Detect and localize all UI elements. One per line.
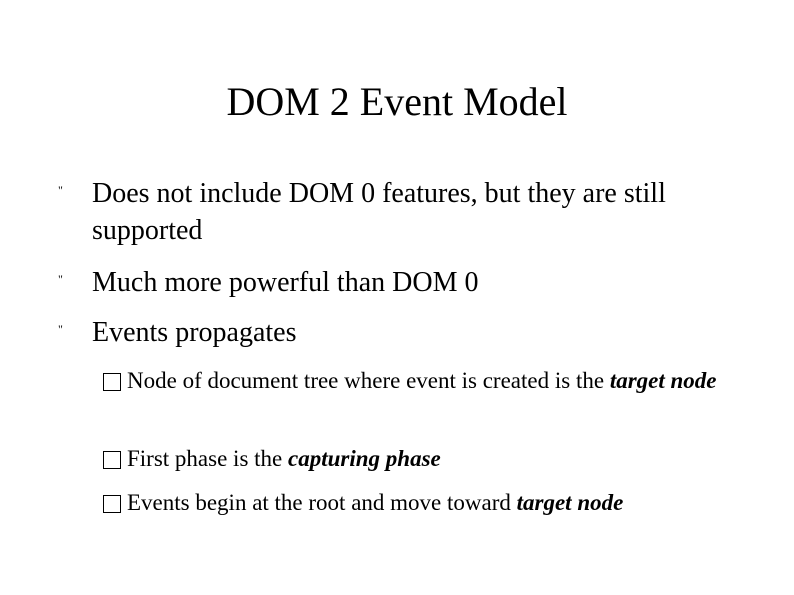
sub-bullet-plain: First phase is the (127, 446, 288, 471)
sub-bullet-emphasis: target node (516, 490, 624, 515)
sub-bullet-plain: Node of document tree where event is created is the (127, 368, 610, 393)
bullet-marker: " (58, 322, 63, 336)
checkbox-bullet-icon (103, 451, 121, 469)
bullet-marker: " (58, 183, 63, 197)
sub-bullet-text (127, 366, 747, 396)
bullet-text: Much more powerful than DOM 0 (92, 267, 479, 298)
sub-bullet-emphasis: capturing phase (288, 446, 441, 471)
sub-bullet-emphasis: target node (609, 368, 717, 393)
sub-bullet-text (127, 444, 747, 474)
slide-title: DOM 2 Event Model (226, 79, 568, 124)
sub-bullet-text (127, 488, 747, 518)
bullet-text: Does not include DOM 0 features, but they are still supported (92, 178, 666, 246)
checkbox-bullet-icon (103, 495, 121, 513)
bullet-text: Events propagates (92, 317, 297, 348)
bullet-marker: " (58, 272, 63, 286)
checkbox-bullet-icon (103, 373, 121, 391)
sub-bullet-plain: Events begin at the root and move toward (127, 490, 517, 515)
